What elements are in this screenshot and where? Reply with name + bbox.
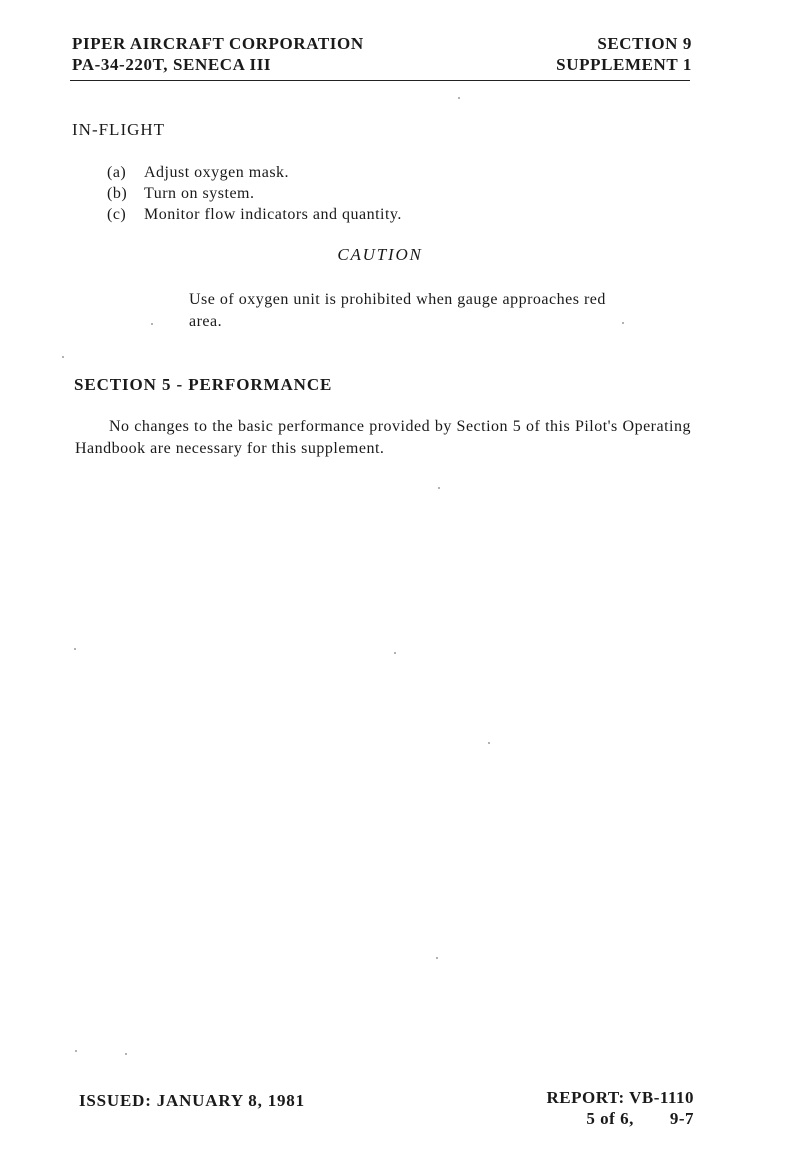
supplement-label: SUPPLEMENT 1 — [556, 55, 692, 74]
issued-date: ISSUED: JANUARY 8, 1981 — [79, 1091, 305, 1110]
scan-speck — [488, 742, 490, 744]
scan-speck — [74, 648, 76, 650]
scan-speck — [436, 957, 438, 959]
company-name: PIPER AIRCRAFT CORPORATION — [72, 34, 364, 53]
page-header-right — [556, 33, 692, 75]
step-item — [107, 162, 402, 183]
section5-body: No changes to the basic performance provided by Section 5 of this Pilot's Operating Handbook are necessary for this supplement. — [75, 418, 691, 457]
caution-title: CAUTION — [337, 245, 423, 264]
page-line — [547, 1108, 694, 1129]
scan-speck — [151, 323, 153, 325]
step-label: (c) — [107, 206, 127, 223]
step-item — [107, 183, 402, 204]
step-label: (a) — [107, 164, 127, 181]
scan-speck — [458, 97, 460, 99]
scan-speck — [62, 356, 64, 358]
page-header-left — [72, 33, 364, 75]
report-number: REPORT: VB-1110 — [546, 1088, 694, 1107]
page-number: 9-7 — [669, 1109, 694, 1128]
scan-speck — [438, 487, 440, 489]
section-label: SECTION 9 — [597, 34, 692, 53]
page-footer-right — [547, 1087, 694, 1129]
section5-heading: SECTION 5 - PERFORMANCE — [74, 375, 333, 394]
step-text: Turn on system. — [144, 185, 255, 202]
caution-text: Use of oxygen unit is prohibited when gauge approaches red area. — [189, 291, 606, 330]
scan-speck — [125, 1053, 127, 1055]
scan-speck — [394, 652, 396, 654]
step-label: (b) — [107, 185, 128, 202]
aircraft-model: PA-34-220T, SENECA III — [72, 55, 272, 74]
step-text: Monitor flow indicators and quantity. — [144, 206, 402, 223]
step-item — [107, 204, 402, 225]
step-text: Adjust oxygen mask. — [144, 164, 290, 181]
scan-speck — [622, 322, 624, 324]
page-of-total: 5 of 6, — [586, 1109, 634, 1128]
inflight-steps — [107, 162, 402, 225]
inflight-title: IN-FLIGHT — [72, 120, 166, 139]
header-rule — [70, 80, 690, 81]
scan-speck — [75, 1050, 77, 1052]
